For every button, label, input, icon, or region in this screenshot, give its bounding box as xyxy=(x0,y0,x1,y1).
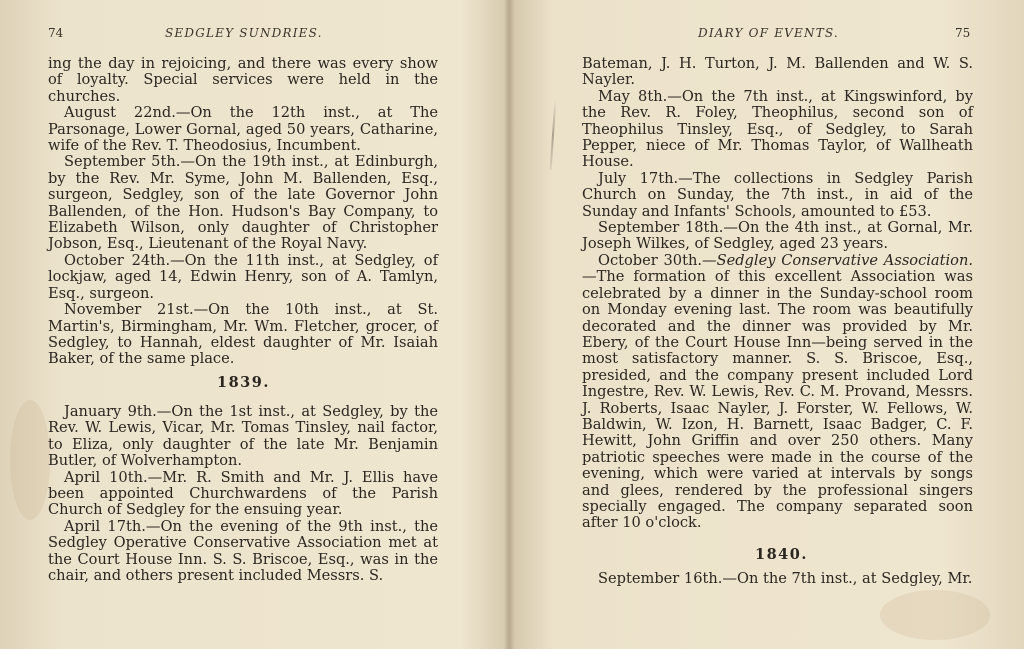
year-heading-1839: 1839. xyxy=(217,374,270,391)
entry-dash: — xyxy=(582,268,597,286)
entry-title: Sedgley Conservative Association. xyxy=(716,251,973,269)
right-page-number: 75 xyxy=(955,26,971,40)
paragraph: May 8th.—On the 7th inst., at Kingswinford, by the Rev. R. Foley, Theophilus, second son of Theophilus Tinsley, Esq., of Sedgley, to Sarah Pepper, niece of Mr. Thomas Taylor, of Wallheath House. xyxy=(582,87,973,171)
right-page xyxy=(512,0,1024,649)
paragraph: April 17th.—On the evening of the 9th inst., the Sedgley Operative Conservative Association met at the Court House Inn. S. S. Briscoe, Esq., was in the chair, and others present included Messrs. S. xyxy=(48,517,438,585)
left-running-head: SEDGLEY SUNDRIES. xyxy=(165,26,323,40)
left-page-number: 74 xyxy=(48,26,64,40)
paragraph: October 24th.—On the 11th inst., at Sedgley, of lockjaw, aged 14, Edwin Henry, son of A. Tamlyn, Esq., surgeon. xyxy=(48,251,438,302)
right-text-block-top xyxy=(582,56,973,532)
paragraph: August 22nd.—On the 12th inst., at The Parsonage, Lower Gornal, aged 50 years, Catharine, wife of the Rev. T. Theodosius, Incumbent. xyxy=(48,104,438,155)
paragraph: ing the day in rejoicing, and there was every show of loyalty. Special services were held in the churches. xyxy=(48,55,438,105)
paragraph: April 10th.—Mr. R. Smith and Mr. J. Ellis have been appointed Churchwardens of the Parish Church of Sedgley for the ensuing year. xyxy=(48,468,438,519)
left-text-block-bottom xyxy=(48,404,438,584)
paragraph: January 9th.—On the 1st inst., at Sedgley, by the Rev. W. Lewis, Vicar, Mr. Tomas Tinsley, nail factor, to Eliza, only daughter of the late Mr. Benjamin Butler, of Wolverhampton. xyxy=(48,403,438,470)
year-heading-1840: 1840. xyxy=(755,546,808,563)
entry-date: October 30th.— xyxy=(598,251,717,269)
paragraph: September 5th.—On the 19th inst., at Edinburgh, by the Rev. Mr. Syme, John M. Ballenden, Esq., surgeon, Sedgley, son of the late Governor John Ballenden, of the Hon. Hudson's Bay Company, to Elizabeth Wilson, only daughter of Christopher Jobson, Esq., Lieutenant of the Royal Navy. xyxy=(48,153,438,253)
left-page xyxy=(0,0,508,649)
paragraph: July 17th.—The collections in Sedgley Parish Church on Sunday, the 7th inst., in aid of the Sunday and Infants' Schools, amounted to £53. xyxy=(582,169,973,220)
left-text-block-top xyxy=(48,56,438,368)
right-running-head: DIARY OF EVENTS. xyxy=(698,26,839,40)
entry-body: The formation of this excellent Association was celebrated by a dinner in the Sunday-school room on Monday evening last. The room was beautifully decorated and the dinner was provided by Mr. Ebery, of the Court House Inn—being served in the most satisfactory manner. S. S. Briscoe, Esq., presided, and the company present included Lord Ingestre, Rev. W. Lewis, Rev. C. M. Provand, Messrs. J. Roberts, Isaac Nayler, J. Forster, W. Fellows, W. Baldwin, W. Izon, H. Barnett, Isaac Badger, C. F. Hewitt, John Griffin and over 250 others. Many patriotic speeches were made in the course of the evening, which were varied at intervals by songs and glees, rendered by the professional singers specially engaged. The company separated soon after 10 o'clock. xyxy=(582,268,973,532)
paragraph: September 18th.—On the 4th inst., at Gornal, Mr. Joseph Wilkes, of Sedgley, aged 23 years. xyxy=(582,219,973,253)
paragraph: September 16th.—On the 7th inst., at Sedgley, Mr. xyxy=(598,570,973,587)
paragraph: Bateman, J. H. Turton, J. M. Ballenden and W. S. Nayler. xyxy=(582,55,973,89)
paragraph: November 21st.—On the 10th inst., at St. Martin's, Birmingham, Mr. Wm. Fletcher, grocer, of Sedgley, to Hannah, eldest daughter of Mr. Isaiah Baker, of the same place. xyxy=(48,301,438,368)
paragraph xyxy=(582,253,973,532)
right-text-block-bottom xyxy=(582,571,973,587)
